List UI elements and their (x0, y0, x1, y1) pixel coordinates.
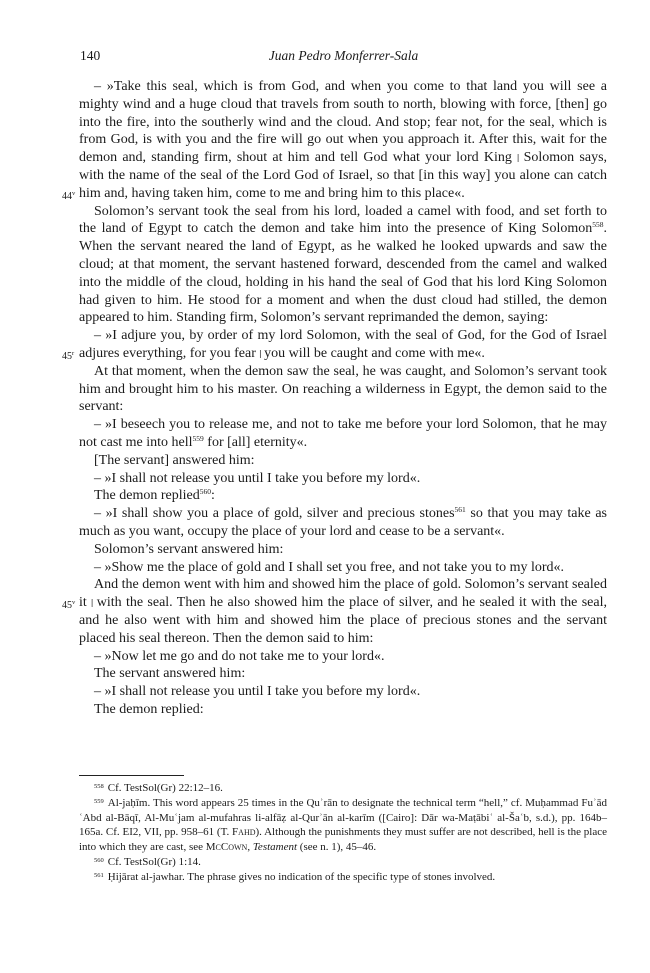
folio-marker-45r: 45$^r$ (62, 349, 75, 362)
footnote-559: $^{559}$ Al-jaḥīm. This word appears 25 times in the Quʾrān to designate the technical term “hell,” cf. Muḥammad Fuʾād ʿAbd al-Bāqī, Al-Muʿjam al-mufahras li-alfāẓ al-Qurʾān al-karīm ([Cairo]: Dār wa-Maṭābiʿ al-Šaʿb, s.d.), pp. 164b–165a. Cf. EI2, VII, pp. 958–61 (T. Fahd). Although the punishments they must suffer are not described, hell is the place into which they are cast, see McCown, Testament (see n. 1), 45–46. (79, 796, 608, 854)
footnote-561: $^{561}$ Ḥijārat al-jawhar. The phrase gives no indication of the specific type of stones involved. (94, 870, 496, 883)
paragraph-seal-instruction: 44$^v$ – »Take this seal, which is from God, and when you come to that land you will see a mighty wind and a huge cloud that travels from south to north, blowing with force, [then] go into the fire, into the southerly wind and the cloud. And stop; fear not, for the seal, which is from God, is with you and the fire will go out when you approach it. After this, wait for the demon and, standing firm, shout at him and tell God what your lord King || Solomon says, with the name of the seal of the Lord God of Israel, so that [in this way] you alone can catch him and, having taken him, come to me and bring him to this place«. (79, 78, 607, 203)
paragraph-demon-caught: At that moment, when the demon saw the seal, he was caught, and Solomon’s servant took him and brought him to his master. On reaching a wilderness in Egypt, the demon said to the servant: (79, 363, 607, 415)
folio-break-icon: || (517, 153, 519, 163)
footnote-divider (79, 775, 184, 776)
paragraph-demon-replied-2: The demon replied: (94, 701, 204, 717)
footnote-ref-559[interactable]: 559 (192, 433, 204, 443)
main-text (62, 78, 608, 719)
paragraph-show-gold: – »Show me the place of gold and I shall set you free, and not take you to my lord«. (94, 559, 565, 575)
paragraph-servant-answered: Solomon’s servant answered him: (94, 541, 284, 557)
paragraph-no-release-2: – »I shall not release you until I take you before my lord«. (94, 684, 421, 700)
paragraph-demon-replied: The demon replied$^{560}$: (94, 487, 215, 504)
footnote-558: $^{558}$ Cf. TestSol(Gr) 22:12–16. (94, 782, 223, 794)
footnote-ref-560[interactable]: 560 (199, 487, 211, 497)
running-head: Juan Pedro Monferrer-Sala (268, 48, 419, 63)
paragraph-no-release: – »I shall not release you until I take you before my lord«. (94, 470, 421, 486)
folio-marker-45v: 45$^v$ (62, 599, 76, 612)
footnote-ref-561[interactable]: 561 (454, 505, 466, 515)
paragraph-servant-answer: [The servant] answered him: (94, 452, 255, 468)
page-number: 140 (80, 48, 101, 63)
folio-break-icon: || (91, 598, 93, 608)
folio-break-icon: || (259, 348, 261, 358)
paragraph-adjuration: 45$^r$ – »I adjure you, by order of my lord Solomon, with the seal of God, for the God of Israel adjures everything, for you fear || you will be caught and come with me«. (79, 327, 607, 363)
paragraph-gold-offer: – »I shall show you a place of gold, silver and precious stones$^{561}$ so that you may take as much as you want, occupy the place of your lord and cease to be a servant«. (79, 505, 607, 539)
paragraph-let-me-go: – »Now let me go and do not take me to your lord«. (94, 648, 385, 664)
paragraph-sealing: 45$^v$ And the demon went with him and showed him the place of gold. Solomon’s servant sealed it || with the seal. Then he also showed him the place of silver, and he sealed it with the seal, and he also went with him and showed him the place of precious stones and the servant placed his seal thereon. Then the demon said to him: (79, 576, 607, 647)
footnote-ref-558[interactable]: 558 (592, 220, 604, 230)
footnote-560: $^{560}$ Cf. TestSol(Gr) 1:14. (94, 855, 201, 868)
page-header (80, 48, 607, 68)
footnotes (79, 781, 607, 885)
paragraph-servant-answered-2: The servant answered him: (94, 666, 246, 682)
paragraph-demon-plea: – »I beseech you to release me, and not to take me before your lord Solomon, that he may not cast me into hell$^{559}$ for [all] eternity«. (79, 417, 607, 450)
folio-marker-44v: 44$^v$ (62, 189, 76, 202)
paragraph-servant-journey: Solomon’s servant took the seal from his lord, loaded a camel with food, and set forth to the land of Egypt to catch the demon and take him into the presence of King Solomon$^{558}$. When the servant neared the land of Egypt, as he walked he looked upwards and saw the cloud; at that moment, the servant hastened forward, descended from the camel and walked into the middle of the cloud, holding in his hand the seal of God that his lord King Solomon had given to him. He stood for a moment and when the dust cloud had stilled, the demon appeared to him. Standing firm, Solomon’s servant reprimanded the demon, saying: (79, 203, 607, 326)
